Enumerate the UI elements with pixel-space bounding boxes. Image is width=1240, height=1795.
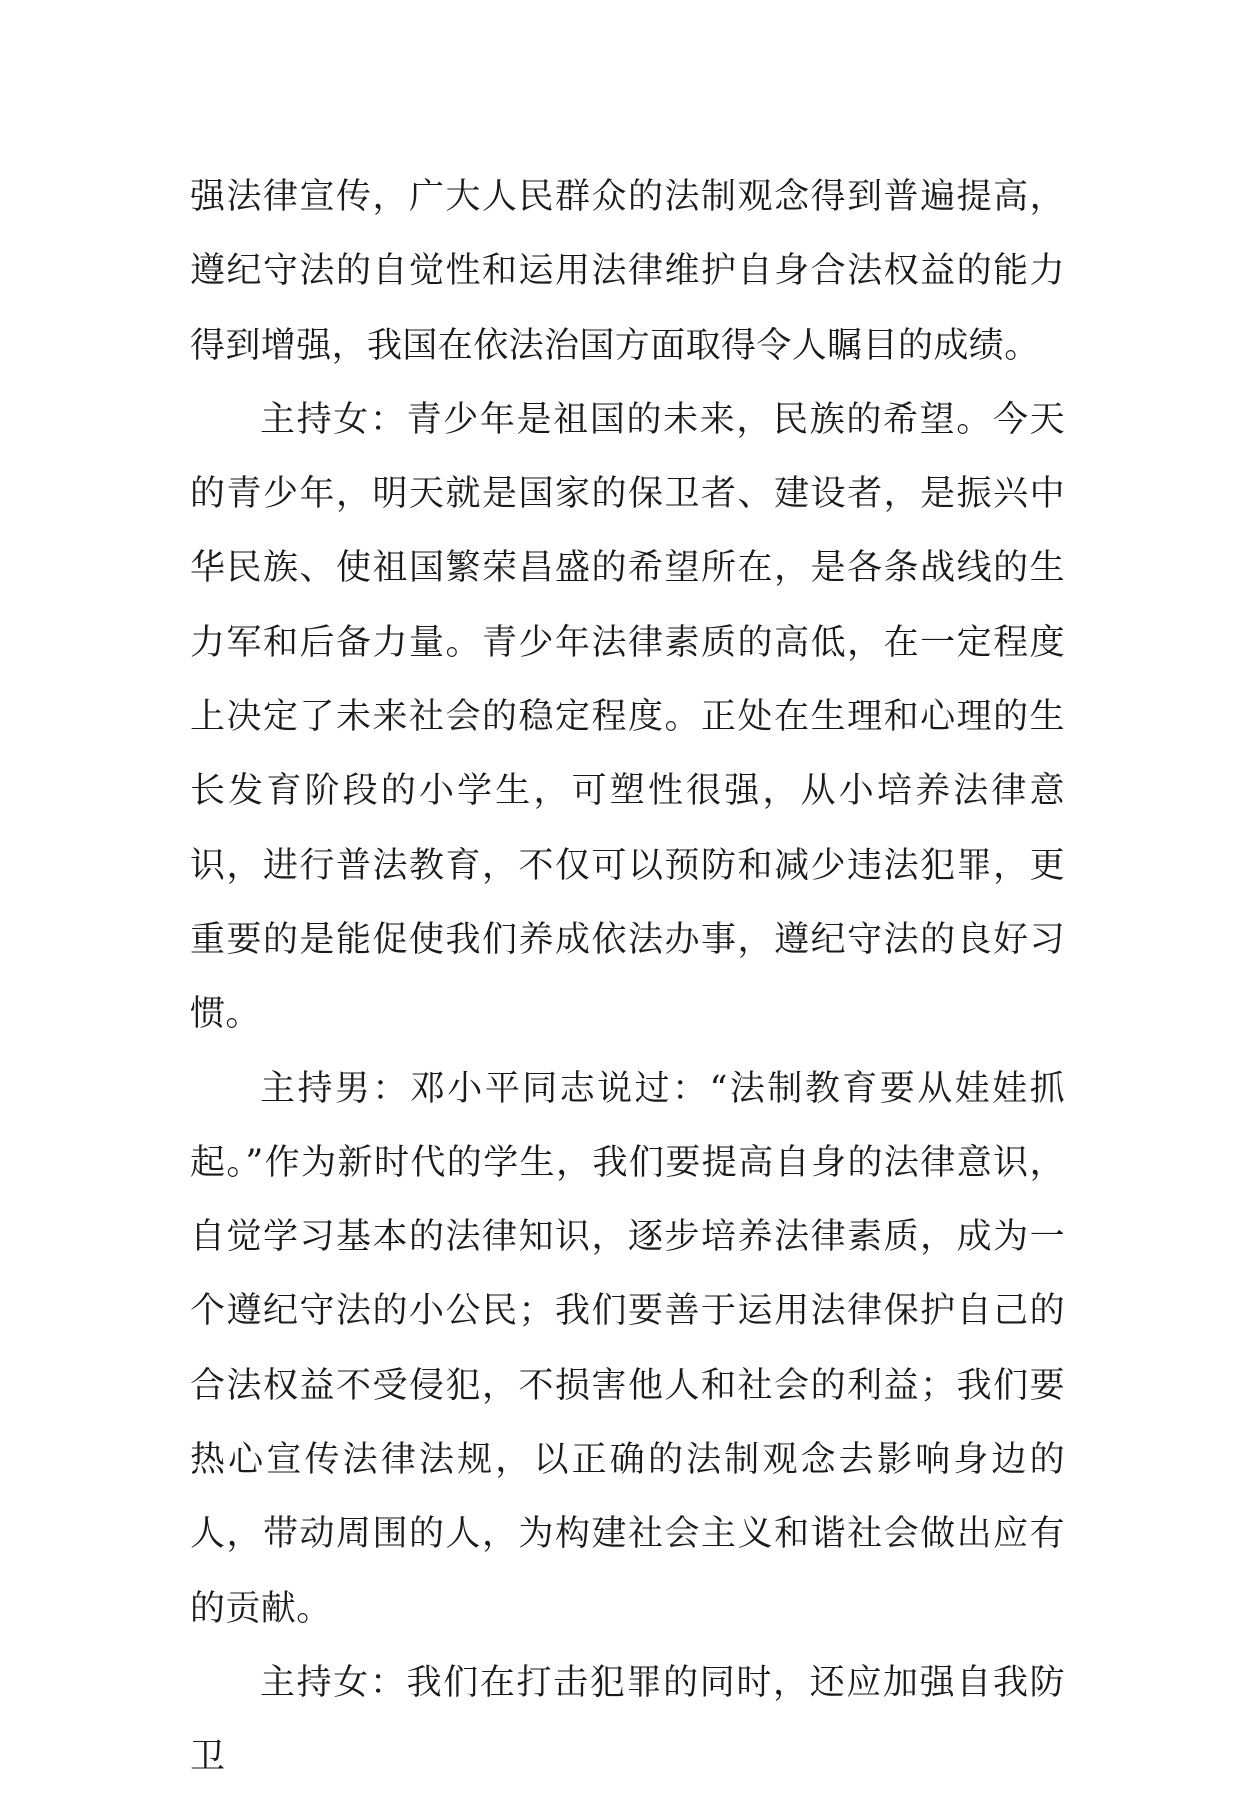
- paragraph-host-male: 主持男：邓小平同志说过：“法制教育要从娃娃抓起。”作为新时代的学生，我们要提高自身的法律意识，自觉学习基本的法律知识，逐步培养法律素质，成为一个遵纪守法的小公民；我们要善于运用法律保护自己的合法权益不受侵犯，不损害他人和社会的利益；我们要热心宣传法律法规，以正确的法制观念去影响身边的人，带动周围的人，为构建社会主义和谐社会做出应有的贡献。: [190, 1068, 1065, 1629]
- paragraph-host-female-1: 主持女：青少年是祖国的未来，民族的希望。今天的青少年，明天就是国家的保卫者、建设者，是振兴中华民族、使祖国繁荣昌盛的希望所在，是各条战线的生力军和后备力量。青少年法律素质的高低，在一定程度上决定了未来社会的稳定程度。正处在生理和心理的生长发育阶段的小学生，可塑性很强，从小培养法律意识，进行普法教育，不仅可以预防和减少违法犯罪，更重要的是能促使我们养成依法办事，遵纪守法的良好习惯。: [190, 399, 1065, 1035]
- paragraph-continuation: 强法律宣传，广大人民群众的法制观念得到普遍提高，遵纪守法的自觉性和运用法律维护自身合法权益的能力得到增强，我国在依法治国方面取得令人瞩目的成绩。: [190, 177, 1065, 366]
- document-body: [190, 160, 1065, 1795]
- paragraph-host-female-2: 主持女：我们在打击犯罪的同时，还应加强自我防卫: [190, 1662, 1065, 1778]
